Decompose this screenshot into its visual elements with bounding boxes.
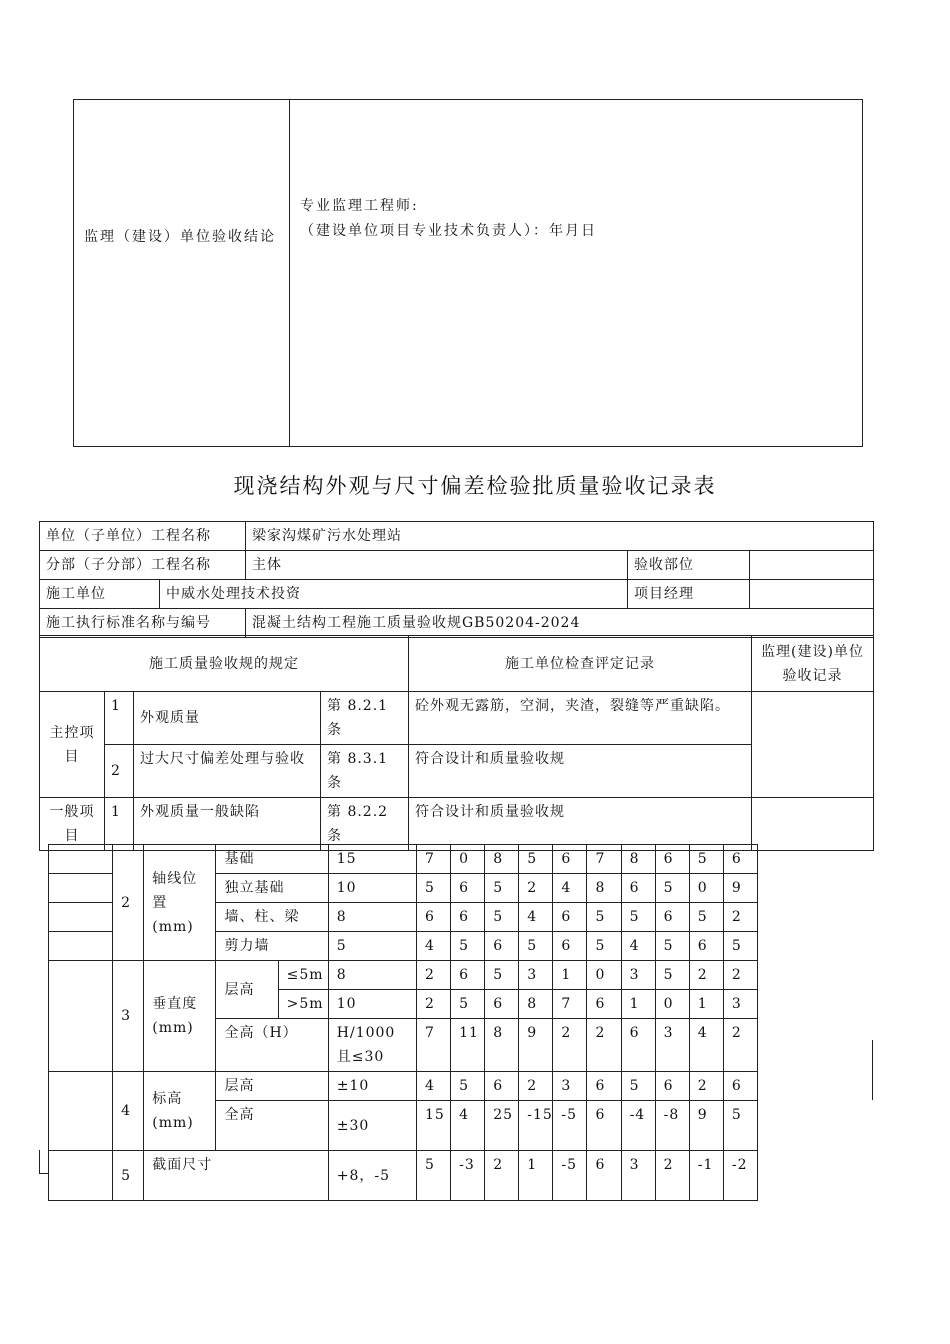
measure-value: 6 [485,932,519,961]
measure-value: 7 [587,845,621,874]
measure-value: 0 [655,990,689,1019]
measure-value: 2 [553,1019,587,1072]
sub-item: 独立基础 [216,874,328,903]
measure-value: 7 [417,845,451,874]
measure-value: -4 [621,1101,655,1151]
measure-value: 4 [621,932,655,961]
measure-value: 2 [519,1072,553,1101]
deviation-table [48,844,758,1201]
pm-value [750,580,874,609]
measure-value: 1 [621,990,655,1019]
allowed-deviation: 8 [328,961,416,990]
measure-value: 7 [417,1019,451,1072]
main-item-no: 2 [105,745,134,798]
measure-value: 4 [417,932,451,961]
measure-value: 2 [587,1019,621,1072]
measure-value: 6 [485,1072,519,1101]
floor-height-label: 层高 [216,961,278,1019]
measure-value: 11 [451,1019,485,1072]
measure-value: 6 [587,1151,621,1201]
measure-value: 6 [621,1019,655,1072]
measure-value: 9 [519,1019,553,1072]
measure-value: 6 [451,874,485,903]
measure-value: 2 [655,1151,689,1201]
sub-item: >5m [278,990,328,1019]
measure-value: 6 [655,903,689,932]
allowed-deviation: 10 [328,990,416,1019]
measure-value: 3 [519,961,553,990]
measure-value: 2 [485,1151,519,1201]
main-item-clause: 第 8.3.1条 [321,745,409,798]
general-item-record: 符合设计和质量验收规 [409,798,752,851]
measure-value: 6 [553,932,587,961]
measure-value: -2 [723,1151,757,1201]
spec-head: 施工质量验收规的规定 [40,636,409,692]
measure-value: 8 [485,845,519,874]
measure-value: 6 [417,903,451,932]
measure-value: -8 [655,1101,689,1151]
top-box-divider [289,100,290,446]
measure-value: 6 [553,903,587,932]
conclusion-label: 监理（建设）单位验收结论 [84,229,276,245]
item-name: 标高(mm) [144,1072,216,1151]
items-table [39,635,874,851]
measure-value: 5 [621,1072,655,1101]
main-item-no: 1 [105,692,134,745]
measure-value: 5 [723,932,757,961]
measure-value: 2 [519,874,553,903]
supervisor-engineer-line: 专业监理工程师: [300,198,419,214]
measure-value: 3 [621,961,655,990]
contractor-value: 中威水处理技术投资 [160,580,628,609]
sub-item: 全高（H） [216,1019,328,1072]
allowed-deviation: ±10 [328,1072,416,1101]
measure-value: 8 [621,845,655,874]
edge-mark [39,1150,40,1174]
measure-value: 0 [451,845,485,874]
item-no: 2 [113,845,144,961]
sub-item: 层高 [216,1072,328,1101]
measure-value: 1 [519,1151,553,1201]
unit-label: 单位（子单位）工程名称 [40,522,246,551]
part-value: 主体 [246,551,628,580]
measure-value: 5 [451,990,485,1019]
measure-value: 6 [553,845,587,874]
measure-value: 5 [655,961,689,990]
document-title: 现浇结构外观与尺寸偏差检验批质量验收记录表 [233,474,717,498]
allowed-deviation: +8，-5 [328,1151,416,1201]
part-label: 分部（子分部）工程名称 [40,551,246,580]
measure-value: 6 [485,990,519,1019]
sub-item: 全高 [216,1101,328,1151]
measure-value: 4 [553,874,587,903]
allowed-deviation: 10 [328,874,416,903]
measure-value: 5 [689,845,723,874]
measure-value: 2 [689,1072,723,1101]
measure-value: 6 [723,845,757,874]
main-item-clause: 第 8.2.1条 [321,692,409,745]
general-items-label: 一般项目 [40,798,105,851]
measure-value: 6 [655,845,689,874]
item-no: 5 [113,1151,144,1201]
unit-value: 梁家沟煤矿污水处理站 [246,522,874,551]
measure-value: -5 [553,1101,587,1151]
measure-value: 1 [553,961,587,990]
measure-value: -3 [451,1151,485,1201]
general-item-no: 1 [105,798,134,851]
general-item-clause: 第 8.2.2条 [321,798,409,851]
measure-value: 2 [417,990,451,1019]
measure-value: 5 [587,903,621,932]
measure-value: 6 [655,1072,689,1101]
measure-value: 5 [485,903,519,932]
standard-label: 施工执行标准名称与编号 [40,609,246,638]
measure-value: 5 [587,932,621,961]
measure-value: 6 [587,1072,621,1101]
measure-value: 8 [485,1019,519,1072]
measure-value: 2 [689,961,723,990]
measure-value: 6 [621,874,655,903]
measure-value: 3 [655,1019,689,1072]
item-name: 轴线位置(mm) [144,845,216,961]
measure-value: 4 [519,903,553,932]
measure-value: 3 [621,1151,655,1201]
allowed-deviation: 8 [328,903,416,932]
measure-value: 2 [417,961,451,990]
measure-value: 3 [723,990,757,1019]
edge-mark [872,1040,873,1100]
blank-cell [49,932,113,961]
supervisor-head: 监理(建设)单位验收记录 [752,636,874,692]
measure-value: 5 [485,874,519,903]
item-name: 截面尺寸 [144,1151,329,1201]
measure-value: -5 [553,1151,587,1201]
acceptance-part-value [750,551,874,580]
measure-value: 8 [519,990,553,1019]
measure-value: 6 [451,961,485,990]
measure-value: -15 [519,1101,553,1151]
measure-value: 6 [689,932,723,961]
record-head: 施工单位检查评定记录 [409,636,752,692]
blank-cell [49,874,113,903]
measure-value: 6 [587,990,621,1019]
blank-cell [49,845,113,874]
measure-value: 5 [451,1072,485,1101]
measure-value: 5 [655,932,689,961]
measure-value: 5 [519,845,553,874]
general-item-name: 外观质量一般缺陷 [134,798,321,851]
measure-value: 2 [723,1019,757,1072]
main-items-label: 主控项目 [40,692,105,798]
measure-value: 2 [723,903,757,932]
measure-value: 6 [451,903,485,932]
measure-value: 5 [519,932,553,961]
main-item-record: 符合设计和质量验收规 [409,745,752,798]
sub-item: 剪力墙 [216,932,328,961]
allowed-deviation: 15 [328,845,416,874]
header-table [39,521,874,638]
standard-value: 混凝土结构工程施工质量验收规GB50204-2024 [246,609,874,638]
measure-value: 9 [689,1101,723,1151]
blank-cell [49,1151,113,1201]
main-item-name: 外观质量 [134,692,321,745]
edge-mark [39,1173,48,1174]
measure-value: 8 [587,874,621,903]
measure-value: 5 [655,874,689,903]
allowed-deviation: ±30 [328,1101,416,1151]
blank-cell [49,903,113,932]
allowed-deviation: 5 [328,932,416,961]
measure-value: 4 [689,1019,723,1072]
sub-item: ≤5m [278,961,328,990]
sub-item: 墙、柱、梁 [216,903,328,932]
measure-value: 1 [689,990,723,1019]
measure-value: 6 [587,1101,621,1151]
item-name: 垂直度(mm) [144,961,216,1072]
main-supervisor-cell [752,692,874,798]
measure-value: 0 [689,874,723,903]
measure-value: 5 [451,932,485,961]
measure-value: 5 [485,961,519,990]
measure-value: 6 [723,1072,757,1101]
general-supervisor-cell [752,798,874,851]
measure-value: 9 [723,874,757,903]
measure-value: 15 [417,1101,451,1151]
measure-value: 5 [621,903,655,932]
item-no: 4 [113,1072,144,1151]
measure-value: 5 [689,903,723,932]
measure-value: 2 [723,961,757,990]
measure-value: 5 [723,1101,757,1151]
contractor-label: 施工单位 [40,580,160,609]
acceptance-part-label: 验收部位 [628,551,750,580]
main-item-record: 砼外观无露筋，空洞，夹渣，裂缝等严重缺陷。 [409,692,752,745]
measure-value: 3 [553,1072,587,1101]
sub-item: 基础 [216,845,328,874]
measure-value: 4 [417,1072,451,1101]
allowed-deviation: H/1000 且≤30 [328,1019,416,1072]
blank-cell [49,961,113,1072]
item-no: 3 [113,961,144,1072]
measure-value: 5 [417,1151,451,1201]
measure-value: 5 [417,874,451,903]
measure-value: -1 [689,1151,723,1201]
pm-label: 项目经理 [628,580,750,609]
blank-cell [49,1072,113,1151]
measure-value: 7 [553,990,587,1019]
top-box [73,99,863,447]
measure-value: 25 [485,1101,519,1151]
measure-value: 0 [587,961,621,990]
main-item-name: 过大尺寸偏差处理与验收 [134,745,321,798]
measure-value: 4 [451,1101,485,1151]
owner-responsible-line: （建设单位项目专业技术负责人）：年月日 [300,223,597,239]
